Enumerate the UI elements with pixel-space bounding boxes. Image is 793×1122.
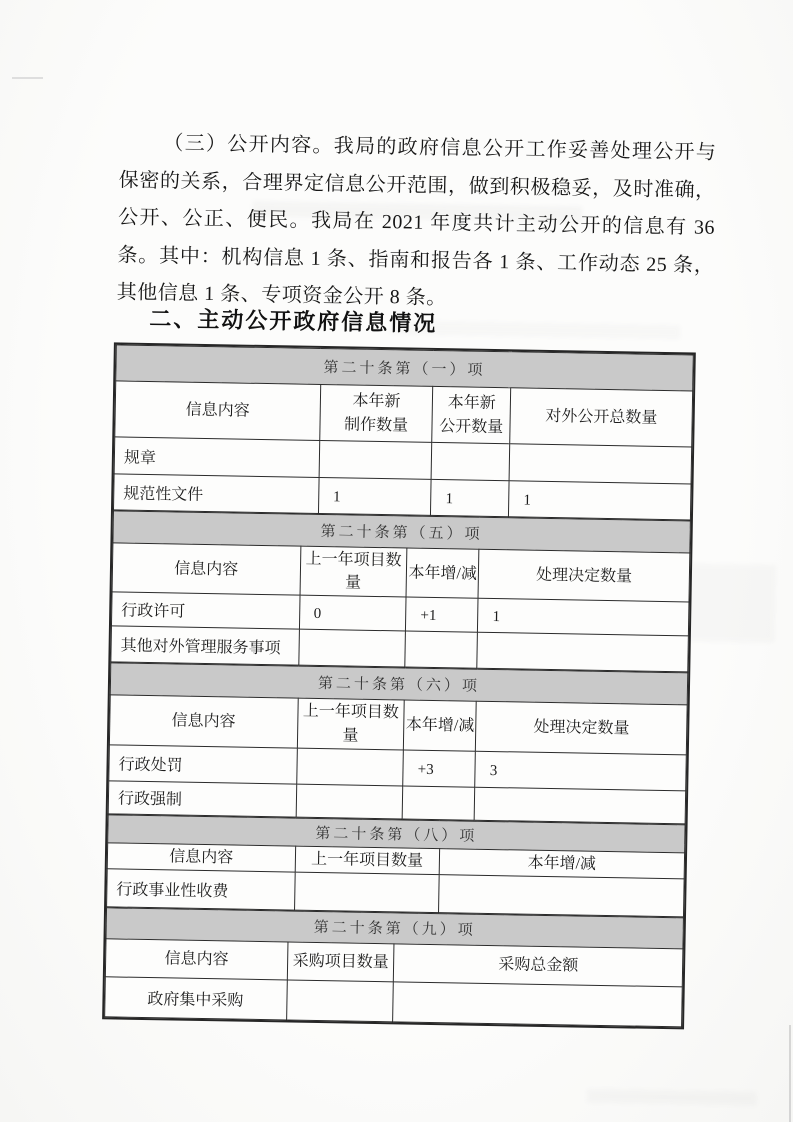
paragraph-line: （三）公开内容。我局的政府信息公开工作妥善处理公开与: [163, 132, 717, 164]
column-header: 本年增/减: [406, 548, 479, 599]
cell-value: [296, 748, 403, 786]
scan-bleed-smudge: [587, 1089, 757, 1106]
column-header: 上一年项目数量: [297, 698, 405, 749]
column-header: 信息内容: [105, 939, 287, 980]
cell-value: 1: [509, 481, 691, 520]
cell-value: [286, 980, 393, 1022]
table-section-item1: [113, 344, 694, 520]
table-section-item6: [108, 663, 689, 824]
column-header: 信息内容: [109, 695, 297, 748]
column-header: 本年新 制作数量: [320, 384, 433, 442]
section-title: 第二十条第（九）项: [106, 908, 683, 949]
row-label: 行政事业性收费: [107, 869, 295, 910]
table-section-item8: [106, 814, 686, 917]
column-header: 采购总金额: [394, 944, 683, 987]
cell-value: [402, 786, 475, 820]
column-header: 对外公开总数量: [510, 388, 693, 447]
column-header: 信息内容: [115, 381, 321, 441]
row-label: 其他对外管理服务事项: [111, 626, 299, 665]
paragraph-disclosure-content: [116, 124, 716, 322]
column-header: 上一年项目数量: [300, 546, 408, 597]
cell-value: [298, 630, 405, 668]
section-title: 第二十条第（五）项: [113, 511, 690, 553]
column-header: 处理决定数量: [478, 549, 689, 602]
row-label: 行政许可: [111, 592, 299, 629]
row-label: 行政强制: [108, 781, 296, 817]
column-header: 本年增/减: [404, 700, 477, 751]
cell-value: [393, 982, 682, 1027]
cell-value: [431, 442, 510, 480]
row-label: 规范性文件: [113, 474, 318, 514]
paragraph-line: 保密的关系，合理界定信息公开范围，做到积极稳妥，及时准确，: [118, 168, 716, 202]
paragraph-line: 条。其中：机构信息 1 条、指南和报告各 1 条、工作动态 25 条，: [117, 243, 715, 277]
section-heading: 二、主动公开政府信息情况: [149, 305, 438, 336]
table-section-item5: [110, 510, 691, 672]
column-header: 上一年项目数量: [295, 846, 440, 875]
table-section-item9: [104, 907, 684, 1027]
section-title: 第二十条第（六）项: [110, 663, 687, 705]
cell-value: [509, 444, 691, 484]
cell-value: +3: [403, 750, 476, 787]
paragraph-line: 公开、公正、便民。我局在 2021 年度共计主动公开的信息有 36: [117, 206, 716, 239]
cell-value: 1: [431, 479, 510, 516]
row-label: 政府集中采购: [105, 977, 287, 1020]
paragraph-line: 其他信息 1 条、专项资金公开 8 条。: [116, 281, 447, 310]
row-label: 行政处罚: [109, 745, 297, 784]
cell-value: 0: [299, 596, 406, 632]
column-header: 采购项目数量: [287, 942, 394, 982]
cell-value: [319, 440, 432, 479]
row-label: 规章: [114, 437, 319, 478]
cell-value: [296, 784, 403, 819]
cell-value: [405, 631, 478, 668]
info-disclosure-table: [102, 342, 696, 1029]
section-title: 第二十条第（八）项: [108, 815, 685, 853]
cell-value: 3: [475, 751, 686, 791]
scan-artifact-right-edge: [789, 1025, 791, 1122]
cell-value: +1: [406, 597, 479, 632]
column-header: 信息内容: [112, 543, 300, 596]
column-header: 本年新 公开数量: [432, 386, 511, 443]
cell-value: [477, 633, 688, 673]
cell-value: [475, 787, 686, 824]
cell-value: [438, 875, 684, 917]
column-header: 信息内容: [107, 843, 295, 872]
cell-value: [294, 872, 439, 913]
cell-value: 1: [318, 477, 431, 515]
column-header: 本年增/减: [439, 848, 685, 878]
section-title: 第二十条第（一）项: [116, 345, 694, 391]
cell-value: 1: [478, 599, 689, 637]
column-header: 处理决定数量: [476, 702, 687, 755]
